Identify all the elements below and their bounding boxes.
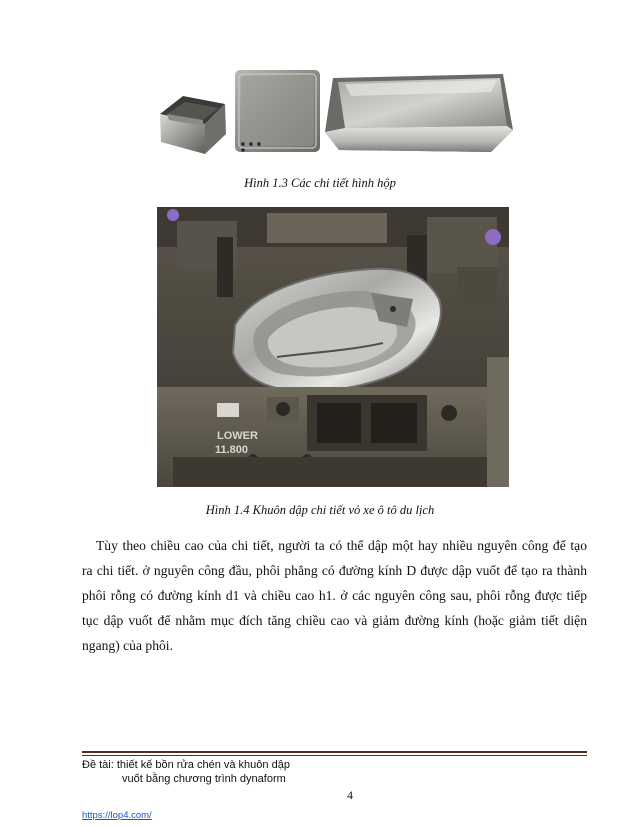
footer-divider	[82, 751, 587, 753]
paragraph-line: ra chi tiết. ở nguyên công đầu, phôi phẳng có đường kính D được dập vuốt để tạo ra thành	[82, 563, 587, 578]
footer-topic-line-2: vuốt bằng chương trình dynaform	[122, 773, 286, 785]
paragraph-line: tục dập vuốt để nhằm mục đích tăng chiều cao và giảm đường kính (hoặc giảm tiết diện	[82, 613, 587, 628]
figure-1-4-image	[157, 207, 509, 487]
footer-topic	[82, 758, 290, 786]
figure-1-3-image	[155, 62, 515, 160]
paragraph-line: phôi rỗng có đường kính d1 và chiều cao h1. ở các nguyên công sau, phôi rỗng được tiếp	[82, 588, 587, 603]
svg-text:11.800: 11.800	[215, 444, 249, 456]
paragraph-line: Tùy theo chiều cao của chi tiết, người ta có thể dập một hay nhiều nguyên công để tạo	[96, 538, 587, 553]
paragraph-line: ngang) của phôi.	[82, 638, 173, 653]
long-tray-graphic	[325, 74, 513, 152]
footer-topic-line-1: Đề tài: thiết kế bồn rửa chén và khuôn dập	[82, 759, 290, 771]
body-paragraph	[82, 533, 587, 658]
page-number: 4	[347, 788, 353, 802]
small-box-graphic	[160, 96, 226, 154]
figure-1-4-caption: Hình 1.4 Khuôn dập chi tiết vỏ xe ô tô du lịch	[205, 503, 435, 517]
square-lid-graphic	[235, 70, 320, 152]
footer-divider-thin	[82, 755, 587, 756]
svg-text:LOWER: LOWER	[217, 430, 258, 442]
figure-1-3-caption: Hình 1.3 Các chi tiết hình hộp	[244, 176, 396, 190]
footer-link[interactable]: https://lop4.com/	[82, 810, 152, 821]
